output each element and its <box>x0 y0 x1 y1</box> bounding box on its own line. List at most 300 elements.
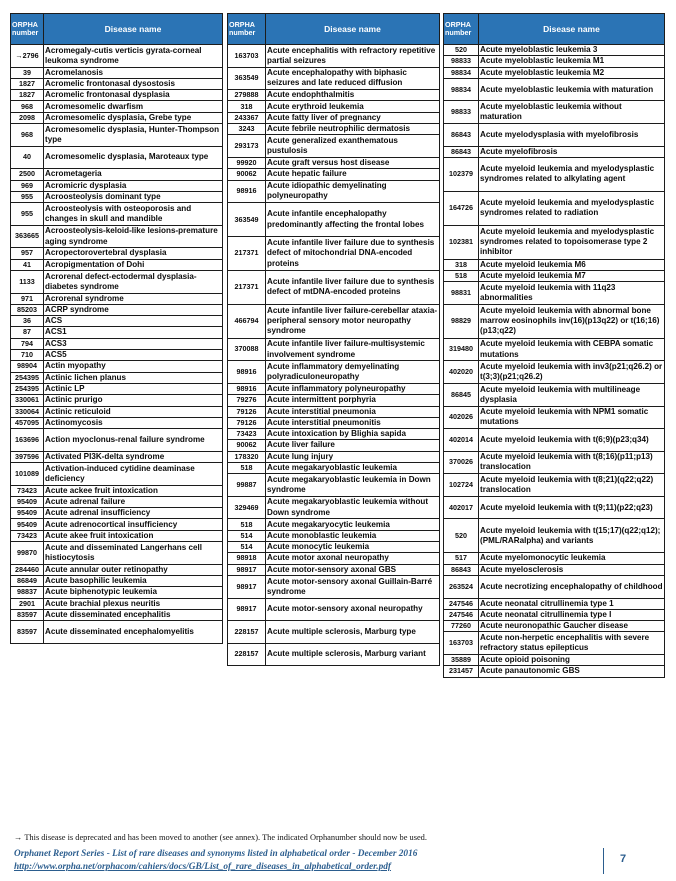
orpha-number: 102724 <box>444 474 479 497</box>
orpha-number: 163703 <box>444 632 479 655</box>
orpha-number: 99870 <box>11 542 44 565</box>
orpha-number: 247546 <box>444 609 479 620</box>
orpha-number: 217371 <box>228 237 266 271</box>
table-row <box>444 519 665 553</box>
table-row <box>11 542 223 565</box>
table-row <box>11 372 223 383</box>
orpha-number: 41 <box>11 259 44 270</box>
disease-name: Acute biphenotypic leukemia <box>44 587 223 598</box>
disease-name: Acute ackee fruit intoxication <box>44 485 223 496</box>
disease-name: Acute intoxication by Blighia sapida <box>266 429 440 440</box>
disease-name: Acute myeloid leukemia with t(8;16)(p11;p13) translocation <box>479 451 665 474</box>
disease-name: Acute myelofibrosis <box>479 146 665 157</box>
orpha-number: 957 <box>11 248 44 259</box>
disease-name-header: Disease name <box>479 14 665 45</box>
disease-table-3 <box>443 13 665 678</box>
disease-name: Actinic lichen planus <box>44 372 223 383</box>
disease-name: Acute encephalitis with refractory repetitive partial seizures <box>266 45 440 68</box>
orpha-number: 39 <box>11 67 44 78</box>
table-row <box>444 304 665 338</box>
table-row <box>444 191 665 225</box>
orpha-number: 86849 <box>11 575 44 586</box>
orpha-number: 319480 <box>444 338 479 361</box>
disease-name: Acropectorovertebral dysplasia <box>44 248 223 259</box>
disease-name: Acute intermittent porphyria <box>266 395 440 406</box>
disease-name: Acroosteolysis-keloid-like lesions-premature aging syndrome <box>44 225 223 248</box>
orpha-number: 466794 <box>228 304 266 338</box>
table-row <box>11 248 223 259</box>
table-row <box>11 485 223 496</box>
orpha-number: 457095 <box>11 417 44 428</box>
disease-name: Acute infantile liver failure-multisystemic involvement syndrome <box>266 338 440 361</box>
orpha-number: 95409 <box>11 508 44 519</box>
table-row <box>11 146 223 169</box>
orpha-number: 518 <box>228 462 266 473</box>
disease-name: Acute myeloid leukemia with t(6;9)(p23;q34) <box>479 429 665 452</box>
table-row <box>444 67 665 78</box>
orpha-number: 370088 <box>228 338 266 361</box>
table-row <box>228 135 440 158</box>
disease-name: Acute myeloid leukemia with t(8;21)(q22;q22) translocation <box>479 474 665 497</box>
disease-name: Acute akee fruit intoxication <box>44 530 223 541</box>
table-row <box>444 361 665 384</box>
orpha-number: 87 <box>11 327 44 338</box>
disease-name: Acromelic frontonasal dysostosis <box>44 78 223 89</box>
disease-name: Acute neonatal citrullinemia type 1 <box>479 598 665 609</box>
orpha-number: 1133 <box>11 270 44 293</box>
disease-name-header: Disease name <box>266 14 440 45</box>
table-row <box>444 78 665 101</box>
orpha-number: 517 <box>444 553 479 564</box>
disease-name: Acute disseminated encephalomyelitis <box>44 621 223 644</box>
disease-name: Acute graft versus host disease <box>266 157 440 168</box>
orpha-number: 254395 <box>11 372 44 383</box>
orpha-number: 86843 <box>444 564 479 575</box>
table-row <box>11 383 223 394</box>
orpha-number: 95409 <box>11 496 44 507</box>
disease-name: Acromesomelic dysplasia, Grebe type <box>44 112 223 123</box>
disease-name: Acute adrenal insufficiency <box>44 508 223 519</box>
disease-name: Acute basophilic leukemia <box>44 575 223 586</box>
disease-name: ACS5 <box>44 350 223 361</box>
disease-name: ACS <box>44 316 223 327</box>
orpha-number: 98917 <box>228 575 266 598</box>
orpha-number: 318 <box>228 101 266 112</box>
disease-name: Acute fatty liver of pregnancy <box>266 112 440 123</box>
orpha-number: 98834 <box>444 67 479 78</box>
disease-name: Acute myeloid leukemia M7 <box>479 270 665 281</box>
table-row <box>11 598 223 609</box>
orpha-number: 102381 <box>444 225 479 259</box>
table-row <box>11 575 223 586</box>
table-row <box>11 451 223 462</box>
orpha-number: 36 <box>11 316 44 327</box>
disease-name: ACS3 <box>44 338 223 349</box>
disease-name: Acute opioid poisoning <box>479 655 665 666</box>
orpha-number: 1827 <box>11 90 44 101</box>
disease-name: Acromicric dysplasia <box>44 180 223 191</box>
orpha-number-header: ORPHA number <box>444 14 479 45</box>
table-row <box>11 350 223 361</box>
disease-name: Acute and disseminated Langerhans cell histiocytosis <box>44 542 223 565</box>
disease-name: Acropigmentation of Dohi <box>44 259 223 270</box>
disease-name: Acute inflammatory polyneuropathy <box>266 383 440 394</box>
orpha-number: 98904 <box>11 361 44 372</box>
table-row <box>11 304 223 315</box>
table-row <box>228 406 440 417</box>
orpha-number: 2500 <box>11 169 44 180</box>
orpha-number: 98833 <box>444 101 479 124</box>
table-row <box>228 304 440 338</box>
table-row <box>228 90 440 101</box>
disease-name: Acute megakaryocytic leukemia <box>266 519 440 530</box>
table-row <box>228 383 440 394</box>
orpha-number: 90062 <box>228 440 266 451</box>
disease-name: Acute myeloid leukemia with CEBPA somatic mutations <box>479 338 665 361</box>
deprecation-footnote: → This disease is deprecated and has been moved to another (see annex). The indicated Orphanumber should now be used. <box>14 833 427 842</box>
table-row <box>11 361 223 372</box>
disease-name: Acute myeloid leukemia with abnormal bone marrow eosinophils inv(16)(p13q22) or t(16;16)(p13;q22) <box>479 304 665 338</box>
table-row <box>444 146 665 157</box>
disease-name: Acromelanosis <box>44 67 223 78</box>
orpha-number: 520 <box>444 45 479 56</box>
orpha-number: 98834 <box>444 78 479 101</box>
orpha-number: 79126 <box>228 417 266 428</box>
orpha-number: 514 <box>228 530 266 541</box>
disease-name: Acromesomelic dwarfism <box>44 101 223 112</box>
disease-name: Acute motor-sensory axonal GBS <box>266 564 440 575</box>
table-row <box>228 157 440 168</box>
disease-name: Acute myeloid leukemia with inv3(p21;q26.2) or t(3;3)(p21;q26.2) <box>479 361 665 384</box>
table-row <box>228 440 440 451</box>
orpha-number: 35889 <box>444 655 479 666</box>
orpha-number: 969 <box>11 180 44 191</box>
orpha-number: 254395 <box>11 383 44 394</box>
orpha-number: 163696 <box>11 429 44 452</box>
disease-name: Acute neuronopathic Gaucher disease <box>479 621 665 632</box>
disease-name: Acute infantile liver failure due to synthesis defect of mitochondrial DNA-encoded proteins <box>266 237 440 271</box>
orpha-number: 397596 <box>11 451 44 462</box>
disease-name: Acute myeloid leukemia M6 <box>479 259 665 270</box>
disease-name: Acute adrenal failure <box>44 496 223 507</box>
table-row <box>11 429 223 452</box>
table-row <box>11 587 223 598</box>
table-row <box>11 327 223 338</box>
orpha-number: 2098 <box>11 112 44 123</box>
disease-name: Acute myeloid leukemia with t(15;17)(q22;q12);(PML/RARalpha) and variants <box>479 519 665 553</box>
disease-name: Acute liver failure <box>266 440 440 451</box>
table-row <box>228 429 440 440</box>
disease-name: Acrometageria <box>44 169 223 180</box>
disease-name: Acute myeloid leukemia with 11q23 abnormalities <box>479 282 665 305</box>
table-row <box>444 429 665 452</box>
disease-name: Acute generalized exanthematous pustulosis <box>266 135 440 158</box>
table-row <box>228 553 440 564</box>
disease-name: Actinic prurigo <box>44 395 223 406</box>
orpha-number: 968 <box>11 124 44 147</box>
disease-name: Actinomycosis <box>44 417 223 428</box>
table-row <box>11 259 223 270</box>
orpha-number: 231457 <box>444 666 479 677</box>
table-row <box>228 462 440 473</box>
orpha-number: 263524 <box>444 575 479 598</box>
table-row <box>444 282 665 305</box>
table-row <box>228 124 440 135</box>
table-row <box>228 101 440 112</box>
orpha-number-header: ORPHA number <box>228 14 266 45</box>
table-row <box>11 45 223 68</box>
disease-name: Acute myeloblastic leukemia without maturation <box>479 101 665 124</box>
table-row <box>228 542 440 553</box>
orpha-number: 2901 <box>11 598 44 609</box>
table-row <box>444 101 665 124</box>
table-row <box>11 496 223 507</box>
disease-name: Acute monoblastic leukemia <box>266 530 440 541</box>
table-row <box>228 270 440 304</box>
orpha-number: →2796 <box>11 45 44 68</box>
table-row <box>11 395 223 406</box>
table-row <box>228 451 440 462</box>
disease-name: Acute inflammatory demyelinating polyradiculoneuropathy <box>266 361 440 384</box>
orpha-number: 98829 <box>444 304 479 338</box>
orpha-number: 794 <box>11 338 44 349</box>
footer-divider <box>603 848 604 874</box>
orpha-number: 402026 <box>444 406 479 429</box>
table-row <box>228 643 440 666</box>
disease-name: Acromegaly-cutis verticis gyrata-corneal leukoma syndrome <box>44 45 223 68</box>
orpha-number: 83597 <box>11 621 44 644</box>
table-row <box>11 124 223 147</box>
orpha-number: 101089 <box>11 462 44 485</box>
disease-name: Acute hepatic failure <box>266 169 440 180</box>
report-series-title: Orphanet Report Series - List of rare diseases and synonyms listed in alphabetical order - December 2016 <box>14 849 418 859</box>
disease-name-header: Disease name <box>44 14 223 45</box>
disease-name: Action myoclonus-renal failure syndrome <box>44 429 223 452</box>
table-row <box>228 598 440 621</box>
table-row <box>11 270 223 293</box>
orpha-number: 518 <box>444 270 479 281</box>
orpha-number: 520 <box>444 519 479 553</box>
disease-name: Acute myeloid leukemia with t(9;11)(p22;q23) <box>479 496 665 519</box>
table-row <box>228 338 440 361</box>
page-number: 7 <box>620 853 627 865</box>
orpha-number: 98917 <box>228 564 266 575</box>
table-row <box>444 609 665 620</box>
disease-name: ACRP syndrome <box>44 304 223 315</box>
disease-name: Acute myeloblastic leukemia M2 <box>479 67 665 78</box>
orpha-number: 98916 <box>228 180 266 203</box>
disease-name: Acute idiopathic demyelinating polyneuropathy <box>266 180 440 203</box>
table-row <box>444 270 665 281</box>
orpha-number: 228157 <box>228 621 266 644</box>
orpha-number: 98831 <box>444 282 479 305</box>
orpha-number: 164726 <box>444 191 479 225</box>
table-row <box>228 519 440 530</box>
table-row <box>11 78 223 89</box>
disease-name: Acute adrenocortical insufficiency <box>44 519 223 530</box>
orpha-number: 247546 <box>444 598 479 609</box>
table-row <box>228 474 440 497</box>
disease-name: Acute myeloid leukemia and myelodysplastic syndromes related to radiation <box>479 191 665 225</box>
orpha-number: 77260 <box>444 621 479 632</box>
orpha-number: 402014 <box>444 429 479 452</box>
table-row <box>11 338 223 349</box>
table-row <box>444 632 665 655</box>
table-row <box>444 621 665 632</box>
orpha-number: 102379 <box>444 157 479 191</box>
orpha-number: 243367 <box>228 112 266 123</box>
orpha-number: 86843 <box>444 124 479 147</box>
disease-name: Acroosteolysis dominant type <box>44 191 223 202</box>
disease-name: Acute motor-sensory axonal Guillain-Barré syndrome <box>266 575 440 598</box>
table-row <box>228 496 440 519</box>
disease-name: Acute myeloid leukemia with NPM1 somatic mutations <box>479 406 665 429</box>
orpha-number: 40 <box>11 146 44 169</box>
table-row <box>11 293 223 304</box>
orpha-number: 85203 <box>11 304 44 315</box>
disease-name: Acute megakaryoblastic leukemia without Down syndrome <box>266 496 440 519</box>
orpha-number: 98916 <box>228 383 266 394</box>
disease-name: Acute encephalopathy with biphasic seizures and late reduced diffusion <box>266 67 440 90</box>
orpha-number: 163703 <box>228 45 266 68</box>
orpha-number: 402020 <box>444 361 479 384</box>
disease-name: Acute brachial plexus neuritis <box>44 598 223 609</box>
orpha-number: 329469 <box>228 496 266 519</box>
orpha-number: 79126 <box>228 406 266 417</box>
table-row <box>11 67 223 78</box>
orpha-number: 968 <box>11 101 44 112</box>
table-row <box>228 395 440 406</box>
orpha-number: 98916 <box>228 361 266 384</box>
disease-name: Acute motor-sensory axonal neuropathy <box>266 598 440 621</box>
disease-table-2 <box>227 13 440 666</box>
table-row <box>444 259 665 270</box>
disease-name: Acute myeloblastic leukemia with maturation <box>479 78 665 101</box>
disease-name: Activated PI3K-delta syndrome <box>44 451 223 462</box>
orpha-number: 73423 <box>11 485 44 496</box>
disease-name: Acute myeloblastic leukemia M1 <box>479 56 665 67</box>
orpha-number: 971 <box>11 293 44 304</box>
table-row <box>11 180 223 191</box>
table-row <box>11 519 223 530</box>
table-row <box>228 67 440 90</box>
disease-name: Acromesomelic dysplasia, Maroteaux type <box>44 146 223 169</box>
orpha-number: 86845 <box>444 383 479 406</box>
disease-name: Acrorenal syndrome <box>44 293 223 304</box>
disease-name: Acute non-herpetic encephalitis with severe refractory status epilepticus <box>479 632 665 655</box>
disease-name: Acute myelodysplasia with myelofibrosis <box>479 124 665 147</box>
disease-name: Acute megakaryoblastic leukemia <box>266 462 440 473</box>
table-row <box>11 203 223 226</box>
table-row <box>11 621 223 644</box>
table-row <box>11 225 223 248</box>
disease-name: Acute disseminated encephalitis <box>44 609 223 620</box>
table-row <box>11 112 223 123</box>
table-row <box>228 530 440 541</box>
table-row <box>444 474 665 497</box>
table-row <box>228 112 440 123</box>
orpha-number: 955 <box>11 203 44 226</box>
disease-name: Actinic LP <box>44 383 223 394</box>
table-row <box>444 451 665 474</box>
orpha-number: 73423 <box>228 429 266 440</box>
disease-name: ACS1 <box>44 327 223 338</box>
report-url-link[interactable]: http://www.orpha.net/orphacom/cahiers/docs/GB/List_of_rare_diseases_in_alphabetical_order.pdf <box>14 862 391 872</box>
disease-name: Actin myopathy <box>44 361 223 372</box>
disease-name: Acute myeloid leukemia and myelodysplastic syndromes related to topoisomerase type 2 inhibitor <box>479 225 665 259</box>
orpha-number: 1827 <box>11 78 44 89</box>
table-row <box>444 338 665 361</box>
orpha-number: 98837 <box>11 587 44 598</box>
disease-name: Acute myeloblastic leukemia 3 <box>479 45 665 56</box>
table-row <box>11 101 223 112</box>
orpha-number: 318 <box>444 259 479 270</box>
table-row <box>11 508 223 519</box>
orpha-number: 98917 <box>228 598 266 621</box>
table-row <box>444 383 665 406</box>
table-row <box>444 124 665 147</box>
orpha-number: 178320 <box>228 451 266 462</box>
disease-name: Acute infantile liver failure-cerebellar ataxia-peripheral sensory motor neuropathy syndrome <box>266 304 440 338</box>
table-row <box>444 56 665 67</box>
table-row <box>11 609 223 620</box>
disease-name: Acute megakaryoblastic leukemia in Down syndrome <box>266 474 440 497</box>
orpha-number: 98918 <box>228 553 266 564</box>
orpha-number: 73423 <box>11 530 44 541</box>
table-row <box>228 575 440 598</box>
disease-name: Acute endophthalmitis <box>266 90 440 101</box>
disease-name: Acute monocytic leukemia <box>266 542 440 553</box>
table-row <box>11 564 223 575</box>
orpha-number: 83597 <box>11 609 44 620</box>
table-row <box>444 406 665 429</box>
disease-name: Acute febrile neutrophilic dermatosis <box>266 124 440 135</box>
disease-name: Acrorenal defect-ectodermal dysplasia-diabetes syndrome <box>44 270 223 293</box>
table-row <box>444 575 665 598</box>
table-row <box>11 462 223 485</box>
table-row <box>11 417 223 428</box>
disease-name: Acute neonatal citrullinemia type I <box>479 609 665 620</box>
table-row <box>228 180 440 203</box>
table-row <box>11 530 223 541</box>
orpha-number: 79276 <box>228 395 266 406</box>
disease-name: Acute necrotizing encephalopathy of childhood <box>479 575 665 598</box>
table-row <box>11 406 223 417</box>
disease-name: Acute myeloid leukemia with multilineage dysplasia <box>479 383 665 406</box>
table-row <box>228 45 440 68</box>
table-row <box>228 169 440 180</box>
disease-name: Acromelic frontonasal dysplasia <box>44 90 223 101</box>
table-row <box>444 553 665 564</box>
table-row <box>444 225 665 259</box>
disease-name: Acute annular outer retinopathy <box>44 564 223 575</box>
disease-name: Acute interstitial pneumonitis <box>266 417 440 428</box>
table-row <box>444 598 665 609</box>
table-row <box>228 621 440 644</box>
table-row <box>228 237 440 271</box>
table-row <box>444 45 665 56</box>
orpha-number: 98833 <box>444 56 479 67</box>
table-column-2 <box>227 13 440 666</box>
disease-name: Acute myeloid leukemia and myelodysplastic syndromes related to alkylating agent <box>479 157 665 191</box>
orpha-number: 99887 <box>228 474 266 497</box>
disease-name: Acute interstitial pneumonia <box>266 406 440 417</box>
disease-name: Acromesomelic dysplasia, Hunter-Thompson type <box>44 124 223 147</box>
disease-name: Acute panautonomic GBS <box>479 666 665 677</box>
orpha-number: 363665 <box>11 225 44 248</box>
orpha-number: 228157 <box>228 643 266 666</box>
table-row <box>11 316 223 327</box>
